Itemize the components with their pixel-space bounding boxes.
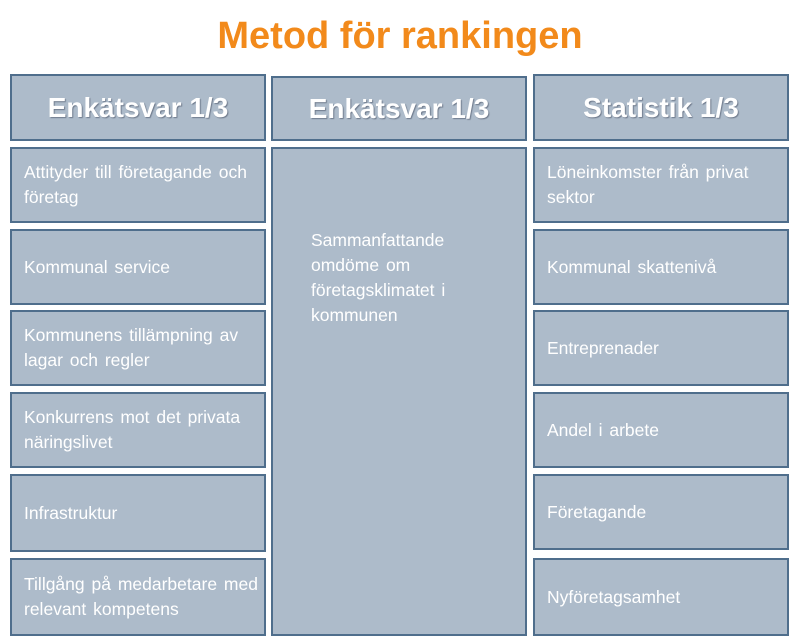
statistic-contracting: Entreprenader bbox=[533, 310, 789, 386]
criterion-infrastructure: Infrastruktur bbox=[10, 474, 266, 552]
statistic-tax-level: Kommunal skattenivå bbox=[533, 229, 789, 305]
criterion-attitudes: Attityder till företagande och företag bbox=[10, 147, 266, 223]
column-header-survey-2: Enkätsvar 1/3 bbox=[271, 76, 527, 141]
statistic-new-businesses: Nyföretagsamhet bbox=[533, 558, 789, 636]
statistic-private-income: Löneinkomster från privat sektor bbox=[533, 147, 789, 223]
criterion-competition: Konkurrens mot det privata näringslivet bbox=[10, 392, 266, 468]
criterion-municipal-service: Kommunal service bbox=[10, 229, 266, 305]
statistic-entrepreneurship: Företagande bbox=[533, 474, 789, 550]
statistic-employment-share: Andel i arbete bbox=[533, 392, 789, 468]
column-header-survey-1: Enkätsvar 1/3 bbox=[10, 74, 266, 141]
criterion-overall-rating: Sammanfattande omdöme om företagsklimatet i kommunen bbox=[271, 147, 527, 636]
criterion-regulation: Kommunens tillämpning av lagar och regler bbox=[10, 310, 266, 386]
criterion-workforce: Tillgång på medarbetare med relevant kompetens bbox=[10, 558, 266, 636]
column-header-statistics: Statistik 1/3 bbox=[533, 74, 789, 141]
page-title: Metod för rankingen bbox=[217, 15, 583, 57]
